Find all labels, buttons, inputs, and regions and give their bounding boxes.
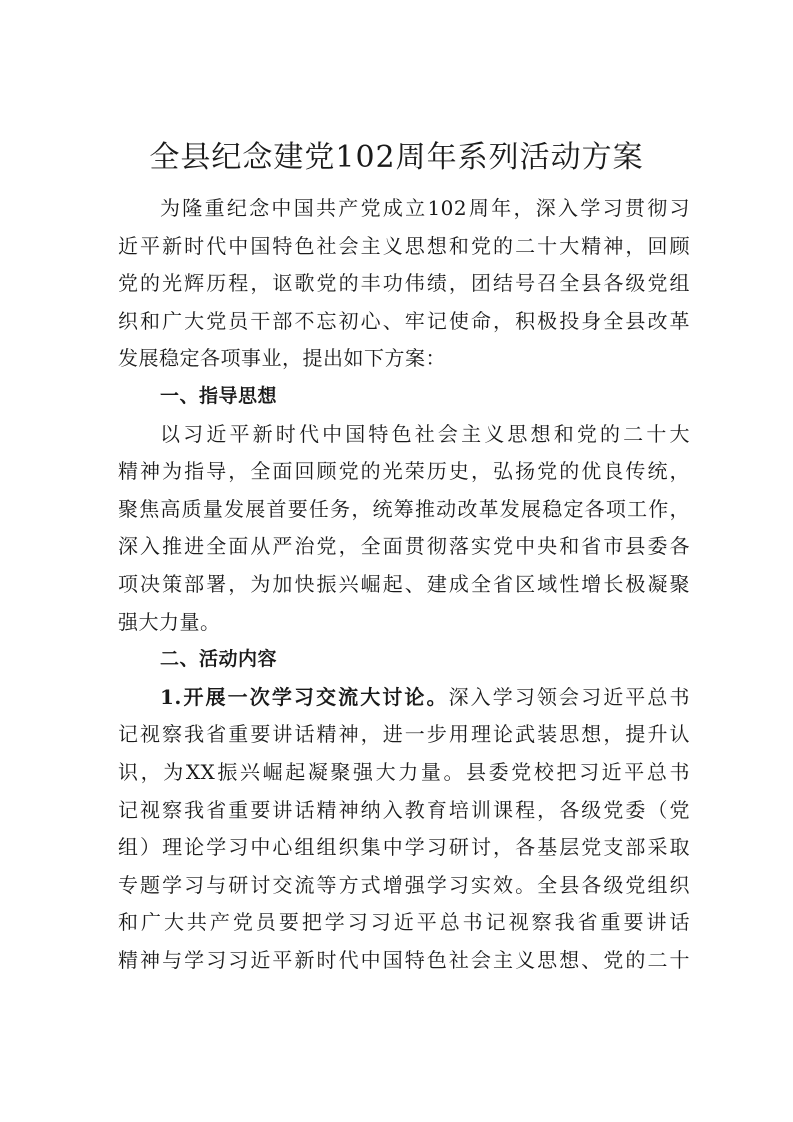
text-line: 发展稳定各项事业，提出如下方案： xyxy=(118,346,446,371)
document-body xyxy=(118,190,690,979)
text-line: 精神与学习习近平新时代中国特色社会主义思想、党的二十 xyxy=(118,947,690,972)
text-line: 专题学习与研讨交流等方式增强学习实效。全县各级党组织 xyxy=(118,872,690,897)
text-line xyxy=(118,679,690,717)
document-title: 全县纪念建党102周年系列活动方案 xyxy=(149,140,644,175)
text-line: 强大力量。 xyxy=(118,609,221,634)
text-line: 项决策部署，为加快振兴崛起、建成全省区域性增长极凝聚 xyxy=(118,571,690,596)
activity-item-lead: 1.开展一次学习交流大讨论。 xyxy=(160,684,449,709)
activity-item-1-paragraph xyxy=(118,679,690,980)
text-line: 聚焦高质量发展首要任务，统筹推动改革发展稳定各项工作， xyxy=(118,496,690,521)
text-line: 织和广大党员干部不忘初心、牢记使命，积极投身全县改革 xyxy=(118,308,690,333)
text-line: 组）理论学习中心组组织集中学习研讨，各基层党支部采取 xyxy=(118,835,690,860)
text-line: 精神为指导，全面回顾党的光荣历史，弘扬党的优良传统， xyxy=(118,459,690,484)
text-line: 党的光辉历程，讴歌党的丰功伟绩，团结号召全县各级党组 xyxy=(118,271,690,296)
section-heading-activity-content: 二、活动内容 xyxy=(160,648,278,671)
text-line: 为隆重纪念中国共产党成立102周年，深入学习贯彻习 xyxy=(160,196,690,220)
activity-item-text: 深入学习领会习近平总书 xyxy=(448,684,690,709)
intro-paragraph xyxy=(118,190,690,378)
text-line: 记视察我省重要讲话精神纳入教育培训课程，各级党委（党 xyxy=(118,797,690,822)
text-line: 识，为XX振兴崛起凝聚强大力量。县委党校把习近平总书 xyxy=(118,759,690,784)
text-line: 记视察我省重要讲话精神，进一步用理论武装思想，提升认 xyxy=(118,722,690,747)
text-line: 和广大共产党员要把学习习近平总书记视察我省重要讲话 xyxy=(118,910,690,935)
text-line: 以习近平新时代中国特色社会主义思想和党的二十大 xyxy=(160,421,690,446)
guiding-ideology-paragraph xyxy=(118,416,690,642)
section-heading-guiding-ideology: 一、指导思想 xyxy=(160,384,278,407)
text-line: 近平新时代中国特色社会主义思想和党的二十大精神，回顾 xyxy=(118,233,690,258)
text-line: 深入推进全面从严治党，全面贯彻落实党中央和省市县委各 xyxy=(118,534,690,559)
